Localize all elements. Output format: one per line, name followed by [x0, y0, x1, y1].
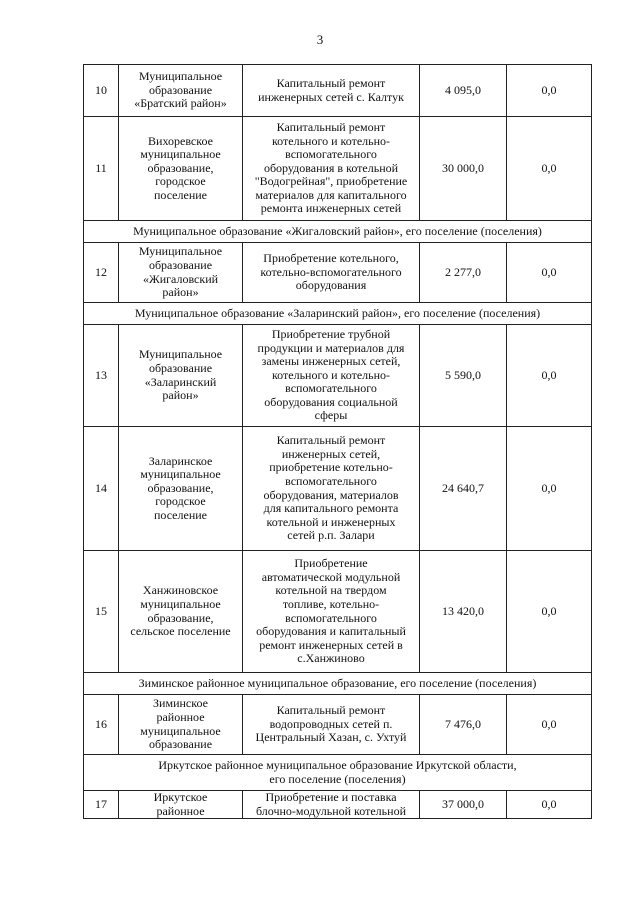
municipality-line: районное	[156, 709, 205, 724]
description-line: инженерных сетей с. Калтук	[258, 89, 404, 104]
table-row	[84, 65, 592, 117]
row-number-line: 11	[95, 160, 107, 175]
row-number-cell	[84, 427, 119, 551]
group-header-line: Муниципальное образование «Заларинский район», его поселение (поселения)	[134, 305, 541, 320]
other-amount-line: 0,0	[541, 264, 557, 279]
municipality-cell	[119, 427, 243, 551]
group-header-cell	[84, 303, 592, 325]
municipality-line: «Заларинский	[144, 374, 217, 389]
municipality-line: городское	[155, 174, 206, 189]
municipality-cell	[119, 551, 243, 673]
row-number-cell	[84, 325, 119, 427]
group-header-line: Муниципальное образование «Жигаловский район», его поселение (поселения)	[133, 223, 542, 238]
municipality-line: образование	[148, 360, 213, 375]
row-number-line: 10	[95, 82, 107, 97]
municipality-line: образование	[148, 737, 213, 752]
amount-line: 13 420,0	[442, 603, 484, 618]
description-line: оборудования, материалов	[263, 487, 399, 502]
page-number: 3	[316, 32, 324, 47]
group-header-line: Зиминское районное муниципальное образование, его поселение (поселения)	[138, 675, 537, 690]
other-amount-line: 0,0	[541, 480, 557, 495]
description-line: вспомогательного	[285, 473, 377, 488]
amount-cell	[420, 325, 507, 427]
description-cell	[243, 243, 420, 303]
municipality-line: образование,	[147, 160, 214, 175]
amount-line: 37 000,0	[442, 796, 484, 811]
other-amount-cell	[507, 791, 592, 819]
description-line: замены инженерных сетей,	[261, 354, 401, 369]
group-header-row	[84, 673, 592, 695]
group-header-line: Иркутское районное муниципальное образование Иркутской области,	[158, 757, 517, 772]
municipality-line: поселение	[153, 507, 207, 522]
description-line: материалов для капитального	[255, 187, 407, 202]
row-number-line: 16	[95, 716, 107, 731]
other-amount-line: 0,0	[541, 367, 557, 382]
description-line: инженерных сетей,	[281, 446, 381, 461]
other-amount-line: 0,0	[541, 160, 557, 175]
row-number-line: 15	[95, 603, 107, 618]
municipality-line: Зиминское	[153, 696, 208, 711]
description-line: сетей р.п. Залари	[287, 528, 375, 543]
row-number-cell	[84, 243, 119, 303]
municipality-cell	[119, 65, 243, 117]
municipality-line: образование,	[147, 480, 214, 495]
other-amount-cell	[507, 551, 592, 673]
table-row	[84, 243, 592, 303]
amount-cell	[420, 117, 507, 221]
description-line: водопроводных сетей п.	[269, 716, 393, 731]
row-number-line: 13	[95, 367, 107, 382]
row-number-cell	[84, 551, 119, 673]
other-amount-line: 0,0	[541, 796, 557, 811]
description-line: Центральный Хазан, с. Ухтуй	[255, 730, 407, 745]
municipality-line: Муниципальное	[138, 69, 223, 84]
description-cell	[243, 791, 420, 819]
row-number-cell	[84, 65, 119, 117]
other-amount-cell	[507, 427, 592, 551]
description-line: для капитального ремонта	[263, 501, 399, 516]
description-cell	[243, 65, 420, 117]
other-amount-cell	[507, 695, 592, 755]
description-line: Приобретение и поставка	[265, 790, 397, 804]
group-header-line: его поселение (поселения)	[269, 771, 406, 786]
municipality-cell	[119, 791, 243, 819]
description-line: "Водогрейная", приобретение	[254, 174, 408, 189]
description-line: оборудования	[295, 278, 367, 293]
group-header-cell	[84, 221, 592, 243]
row-number-cell	[84, 695, 119, 755]
municipality-line: район»	[162, 285, 199, 300]
amount-line: 24 640,7	[442, 480, 484, 495]
description-line: Капитальный ремонт	[276, 703, 386, 718]
row-number-line: 14	[95, 480, 107, 495]
table-row	[84, 551, 592, 673]
group-header-row	[84, 755, 592, 791]
municipality-line: Вихоревское	[148, 133, 213, 148]
description-line: ремонт инженерных сетей в	[259, 637, 403, 652]
table-row	[84, 427, 592, 551]
municipality-line: образование	[148, 257, 213, 272]
description-line: приобретение котельно-	[269, 460, 393, 475]
description-line: котельного и котельно-	[271, 133, 391, 148]
municipality-line: Заларинское	[148, 453, 213, 468]
amount-line: 5 590,0	[445, 367, 481, 382]
amount-cell	[420, 551, 507, 673]
description-cell	[243, 325, 420, 427]
row-number-line: 12	[95, 264, 107, 279]
description-line: вспомогательного	[285, 147, 377, 162]
municipality-line: муниципальное	[140, 467, 221, 482]
description-line: котельной и инженерных	[266, 514, 396, 529]
other-amount-cell	[507, 325, 592, 427]
funding-table-body	[84, 65, 592, 819]
municipality-cell	[119, 243, 243, 303]
municipality-line: образование	[148, 82, 213, 97]
description-line: вспомогательного	[285, 610, 377, 625]
other-amount-cell	[507, 117, 592, 221]
municipality-line: сельское поселение	[130, 624, 231, 639]
municipality-line: Муниципальное	[138, 244, 223, 259]
description-line: Приобретение трубной	[271, 326, 391, 341]
amount-cell	[420, 427, 507, 551]
amount-line: 30 000,0	[442, 160, 484, 175]
table-row	[84, 325, 592, 427]
municipality-line: образование,	[147, 610, 214, 625]
municipality-line: муниципальное	[140, 596, 221, 611]
description-line: блочно-модульной котельной	[255, 803, 406, 818]
municipality-line: «Братский район»	[134, 96, 227, 111]
description-line: оборудования социальной	[264, 394, 398, 409]
description-line: с.Ханжиново	[297, 651, 365, 666]
description-cell	[243, 117, 420, 221]
description-line: котельно-вспомогательного	[260, 264, 402, 279]
description-cell	[243, 427, 420, 551]
funding-table	[83, 64, 592, 819]
description-line: оборудования и капитальный	[256, 624, 406, 639]
amount-cell	[420, 243, 507, 303]
municipality-cell	[119, 325, 243, 427]
other-amount-cell	[507, 243, 592, 303]
municipality-line: муниципальное	[140, 723, 221, 738]
row-number-line: 17	[95, 796, 107, 811]
description-line: Капитальный ремонт	[276, 433, 386, 448]
other-amount-line: 0,0	[541, 82, 557, 97]
row-number-cell	[84, 791, 119, 819]
group-header-cell	[84, 673, 592, 695]
description-line: ремонта инженерных сетей	[260, 201, 402, 216]
municipality-cell	[119, 695, 243, 755]
amount-cell	[420, 791, 507, 819]
group-header-row	[84, 221, 592, 243]
other-amount-line: 0,0	[541, 603, 557, 618]
table-row	[84, 117, 592, 221]
municipality-line: городское	[155, 494, 206, 509]
amount-cell	[420, 65, 507, 117]
municipality-line: «Жигаловский	[142, 271, 219, 286]
table-row	[84, 695, 592, 755]
row-number-cell	[84, 117, 119, 221]
group-header-row	[84, 303, 592, 325]
municipality-line: поселение	[153, 187, 207, 202]
other-amount-cell	[507, 65, 592, 117]
description-line: Приобретение котельного,	[263, 251, 399, 266]
description-line: сферы	[314, 408, 348, 423]
description-line: автоматической модульной	[261, 569, 401, 584]
description-line: Капитальный ремонт	[276, 119, 386, 134]
amount-line: 4 095,0	[445, 82, 481, 97]
description-line: Приобретение	[294, 556, 368, 571]
description-line: топливе, котельно-	[282, 596, 380, 611]
municipality-cell	[119, 117, 243, 221]
description-cell	[243, 695, 420, 755]
table-row	[84, 791, 592, 819]
group-header-cell	[84, 755, 592, 791]
municipality-line: муниципальное	[140, 147, 221, 162]
amount-line: 2 277,0	[445, 264, 481, 279]
municipality-line: Муниципальное	[138, 347, 223, 362]
description-line: котельного и котельно-	[271, 367, 391, 382]
description-cell	[243, 551, 420, 673]
other-amount-line: 0,0	[541, 716, 557, 731]
description-line: Капитальный ремонт	[276, 75, 386, 90]
municipality-line: районное	[156, 803, 205, 818]
municipality-line: район»	[162, 388, 199, 403]
amount-line: 7 476,0	[445, 716, 481, 731]
description-line: вспомогательного	[285, 381, 377, 396]
description-line: продукции и материалов для	[257, 340, 405, 355]
description-line: котельной на твердом	[275, 583, 387, 598]
amount-cell	[420, 695, 507, 755]
municipality-line: Ханжиновское	[142, 583, 219, 598]
municipality-line: Иркутское	[153, 790, 208, 804]
description-line: оборудования в котельной	[263, 160, 399, 175]
